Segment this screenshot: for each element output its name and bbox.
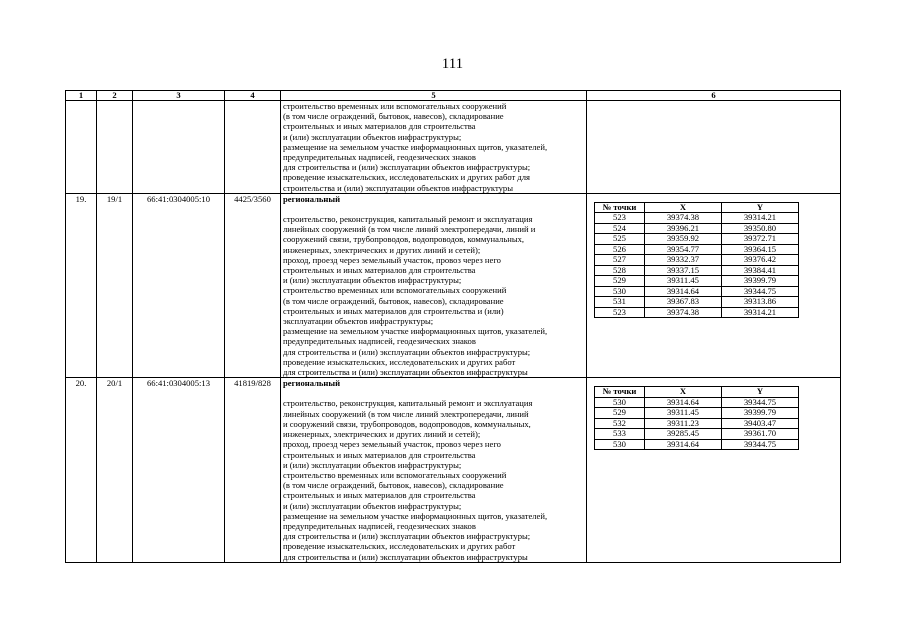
coordinate-row	[595, 244, 799, 255]
purpose-line: инженерных, электрических и других линий и сетей);	[283, 429, 481, 440]
point-number: 533	[595, 429, 645, 440]
purpose-line: линейных сооружений (в том числе линий электропередачи, линий и	[283, 224, 536, 235]
cadastral-number: 66:41:0304005:10	[133, 193, 225, 377]
purpose-cell	[281, 193, 587, 377]
x-coordinate: 39367.83	[645, 297, 722, 308]
purpose-line: строительных и иных материалов для строительства	[283, 490, 476, 501]
purpose-line: строительство временных или вспомогательных сооружений	[283, 101, 507, 111]
coordinate-row	[595, 223, 799, 234]
column-number: 3	[133, 91, 225, 101]
purpose-line: для строительства и (или) эксплуатации объектов инфраструктуры;	[283, 346, 531, 357]
column-number: 6	[587, 91, 841, 101]
point-number: 526	[595, 244, 645, 255]
coordinate-row	[595, 265, 799, 276]
point-number: 529	[595, 408, 645, 419]
x-coordinate: 39332.37	[645, 255, 722, 266]
y-coordinate: 39364.15	[722, 244, 799, 255]
point-number: 528	[595, 265, 645, 276]
purpose-line: (в том числе ограждений, бытовок, навесов), складирование	[283, 480, 504, 491]
column-number-row	[66, 91, 841, 101]
coordinate-row	[595, 418, 799, 429]
purpose-line: строительство, реконструкция, капитальный ремонт и эксплуатация	[283, 214, 533, 225]
coordinate-row	[595, 408, 799, 419]
purpose-line: для строительства и (или) эксплуатации объектов инфраструктуры	[283, 367, 528, 378]
coordinates-header-cell: Y	[722, 387, 799, 398]
coordinate-row	[595, 213, 799, 224]
y-coordinate: 39399.79	[722, 408, 799, 419]
level-label: региональный	[283, 193, 341, 204]
coordinate-row	[595, 286, 799, 297]
purpose-line: и (или) эксплуатации объектов инфраструктуры;	[283, 459, 462, 470]
purpose-line: линейных сооружений (в том числе линий электропередачи, линий	[283, 408, 529, 419]
column-number: 4	[225, 91, 281, 101]
column-number: 1	[66, 91, 97, 101]
purpose-line: и (или) эксплуатации объектов инфраструктуры;	[283, 131, 462, 142]
y-coordinate: 39344.75	[722, 286, 799, 297]
purpose-line: строительных и иных материалов для строительства	[283, 265, 476, 276]
point-number: 532	[595, 418, 645, 429]
point-number: 523	[595, 213, 645, 224]
point-number: 524	[595, 223, 645, 234]
purpose-line: размещение на земельном участке информационных щитов, указателей,	[283, 326, 548, 337]
coordinate-row	[595, 397, 799, 408]
y-coordinate: 39403.47	[722, 418, 799, 429]
purpose-text	[283, 214, 584, 377]
y-coordinate: 39344.75	[722, 397, 799, 408]
coordinates-header-cell: № точки	[595, 387, 645, 398]
coordinate-row	[595, 439, 799, 450]
table-row	[66, 193, 841, 377]
coordinates-header-cell: Y	[722, 202, 799, 213]
purpose-line: строительство временных или вспомогательных сооружений	[283, 469, 507, 480]
purpose-line: строительство временных или вспомогательных сооружений	[283, 285, 507, 296]
x-coordinate: 39374.38	[645, 307, 722, 318]
x-coordinate: 39396.21	[645, 223, 722, 234]
x-coordinate: 39374.38	[645, 213, 722, 224]
point-number: 525	[595, 234, 645, 245]
coordinate-row	[595, 297, 799, 308]
purpose-line: сооружений связи, трубопроводов, водопроводов, коммунальных,	[283, 234, 525, 245]
purpose-line: строительных и иных материалов для строительства и (или)	[283, 305, 504, 316]
purpose-line: и (или) эксплуатации объектов инфраструктуры;	[283, 275, 462, 286]
coordinate-row	[595, 429, 799, 440]
coordinates-table	[594, 202, 799, 319]
y-coordinate: 39350.80	[722, 223, 799, 234]
purpose-line: строительство, реконструкция, капитальный ремонт и эксплуатация	[283, 398, 533, 409]
purpose-line: (в том числе ограждений, бытовок, навесов), складирование	[283, 295, 504, 306]
x-coordinate: 39354.77	[645, 244, 722, 255]
coordinate-row	[595, 276, 799, 287]
y-coordinate: 39313.86	[722, 297, 799, 308]
coordinate-row	[595, 255, 799, 266]
x-coordinate: 39314.64	[645, 397, 722, 408]
coordinates-header-cell: X	[645, 387, 722, 398]
column-number: 2	[97, 91, 133, 101]
point-number: 530	[595, 397, 645, 408]
continuation-purpose-text	[281, 101, 587, 194]
plot-area: 41819/828	[225, 378, 281, 562]
purpose-text	[283, 398, 584, 561]
purpose-line: строительных и иных материалов для строительства	[283, 121, 476, 132]
point-number: 523	[595, 307, 645, 318]
coordinate-row	[595, 307, 799, 318]
purpose-line: для строительства и (или) эксплуатации объектов инфраструктуры;	[283, 162, 531, 173]
x-coordinate: 39311.45	[645, 276, 722, 287]
purpose-line: проход, проезд через земельный участок, провоз через него	[283, 254, 501, 265]
coordinates-cell	[587, 378, 841, 562]
purpose-line: предупредительных надписей, геодезических знаков	[283, 152, 476, 163]
y-coordinate: 39361.70	[722, 429, 799, 440]
coordinates-header-cell: № точки	[595, 202, 645, 213]
y-coordinate: 39399.79	[722, 276, 799, 287]
purpose-line: строительных и иных материалов для строительства	[283, 449, 476, 460]
purpose-line: эксплуатации объектов инфраструктуры;	[283, 316, 434, 327]
row-number: 20.	[66, 378, 97, 562]
cadastral-number: 66:41:0304005:13	[133, 378, 225, 562]
plot-sub-number: 20/1	[97, 378, 133, 562]
x-coordinate: 39337.15	[645, 265, 722, 276]
column-number: 5	[281, 91, 587, 101]
x-coordinate: 39285.45	[645, 429, 722, 440]
coordinate-row	[595, 234, 799, 245]
x-coordinate: 39314.64	[645, 286, 722, 297]
purpose-cell	[281, 378, 587, 562]
x-coordinate: 39359.92	[645, 234, 722, 245]
y-coordinate: 39314.21	[722, 213, 799, 224]
y-coordinate: 39384.41	[722, 265, 799, 276]
purpose-line: предупредительных надписей, геодезических знаков	[283, 336, 476, 347]
x-coordinate: 39311.45	[645, 408, 722, 419]
plot-sub-number: 19/1	[97, 193, 133, 377]
purpose-line: (в том числе ограждений, бытовок, навесов), складирование	[283, 111, 504, 122]
coordinates-table	[594, 386, 799, 450]
land-plots-table	[65, 90, 841, 563]
point-number: 529	[595, 276, 645, 287]
level-label: региональный	[283, 378, 341, 389]
plot-area: 4425/3560	[225, 193, 281, 377]
point-number: 530	[595, 286, 645, 297]
purpose-line: и сооружений связи, трубопроводов, водопроводов, коммунальных,	[283, 418, 531, 429]
coordinates-cell	[587, 193, 841, 377]
purpose-line: для строительства и (или) эксплуатации объектов инфраструктуры;	[283, 531, 531, 542]
coordinates-header-cell: X	[645, 202, 722, 213]
point-number: 531	[595, 297, 645, 308]
purpose-line: для строительства и (или) эксплуатации объектов инфраструктуры	[283, 551, 528, 562]
x-coordinate: 39311.23	[645, 418, 722, 429]
point-number: 527	[595, 255, 645, 266]
purpose-line: проведение изыскательских, исследовательских и других работ для	[283, 172, 531, 183]
y-coordinate: 39314.21	[722, 307, 799, 318]
y-coordinate: 39344.75	[722, 439, 799, 450]
y-coordinate: 39376.42	[722, 255, 799, 266]
page-number: 111	[441, 56, 464, 72]
purpose-line: размещение на земельном участке информационных щитов, указателей,	[283, 510, 548, 521]
row-number: 19.	[66, 193, 97, 377]
coordinates-header-row	[595, 202, 799, 213]
continuation-row	[66, 101, 841, 194]
y-coordinate: 39372.71	[722, 234, 799, 245]
purpose-line: строительства и (или) эксплуатации объектов инфраструктуры	[283, 182, 513, 193]
purpose-line: и (или) эксплуатации объектов инфраструктуры;	[283, 500, 462, 511]
purpose-line: размещение на земельном участке информационных щитов, указателей,	[283, 141, 548, 152]
table-row	[66, 378, 841, 562]
point-number: 530	[595, 439, 645, 450]
coordinates-header-row	[595, 387, 799, 398]
purpose-line: предупредительных надписей, геодезических знаков	[283, 520, 476, 531]
x-coordinate: 39314.64	[645, 439, 722, 450]
purpose-line: инженерных, электрических и других линий и сетей);	[283, 244, 481, 255]
purpose-line: проход, проезд через земельный участок, провоз через него	[283, 439, 501, 450]
purpose-line: проведение изыскательских, исследовательских и других работ	[283, 541, 516, 552]
purpose-line: проведение изыскательских, исследовательских и других работ	[283, 356, 516, 367]
